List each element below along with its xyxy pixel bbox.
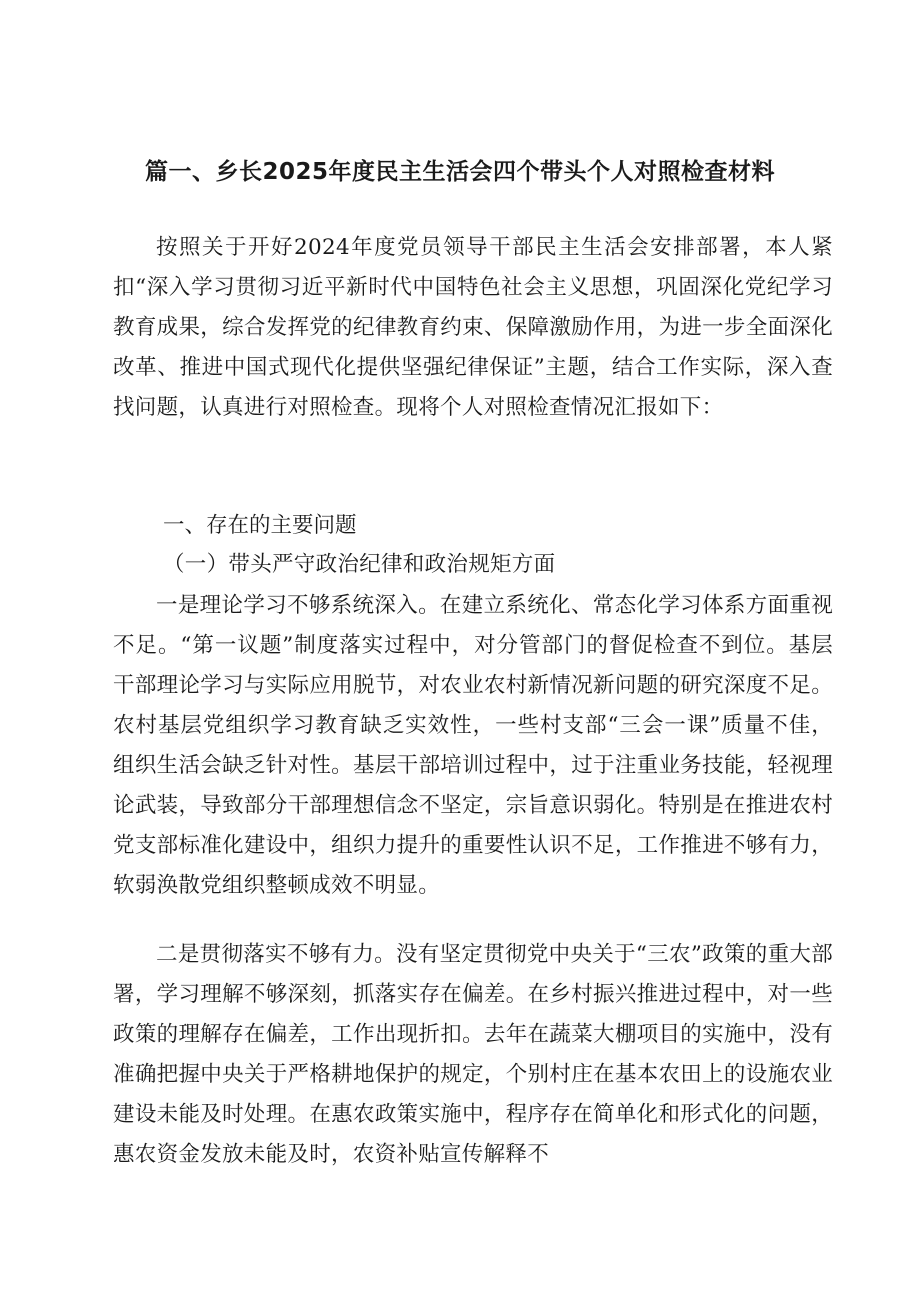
body-paragraph-2: 二是贯彻落实不够有力。没有坚定贯彻党中央关于“三农”政策的重大部署，学习理解不够深刻，抓落实存在偏差。在乡村振兴推进过程中，对一些政策的理解存在偏差，工作出现折扣。去年在蔬菜大棚项目的实施中，没有准确把握中央关于严格耕地保护的规定，个别村庄在基本农田上的设施农业建设未能及时处理。在惠农政策实施中，程序存在简单化和形式化的问题，惠农资金发放未能及时，农资补贴宣传解释不 [113, 942, 833, 1167]
intro-paragraph: 按照关于开好2024年度党员领导干部民主生活会安排部署，本人紧扣“深入学习贯彻习近平新时代中国特色社会主义思想，巩固深化党纪学习教育成果，综合发挥党的纪律教育约束、保障激励作用，为进一步全面深化改革、推进中国式现代化提供坚强纪律保证”主题，结合工作实际，深入查找问题，认真进行对照检查。现将个人对照检查情况汇报如下： [113, 235, 833, 420]
body-paragraph-1: 一是理论学习不够系统深入。在建立系统化、常态化学习体系方面重视不足。“第一议题”制度落实过程中，对分管部门的督促检查不到位。基层干部理论学习与实际应用脱节，对农业农村新情况新问题的研究深度不足。农村基层党组织学习教育缺乏实效性，一些村支部“三会一课”质量不佳，组织生活会缺乏针对性。基层干部培训过程中，过于注重业务技能，轻视理论武装，导致部分干部理想信念不坚定，宗旨意识弱化。特别是在推进农村党支部标准化建设中，组织力提升的重要性认识不足，工作推进不够有力，软弱涣散党组织整顿成效不明显。 [113, 593, 833, 898]
document-title: 篇一、乡长2025年度民主生活会四个带头个人对照检查材料 [144, 159, 775, 185]
subsection-heading: （一）带头严守政治纪律和政治规矩方面 [163, 552, 556, 577]
section-heading: 一、存在的主要问题 [163, 513, 357, 538]
